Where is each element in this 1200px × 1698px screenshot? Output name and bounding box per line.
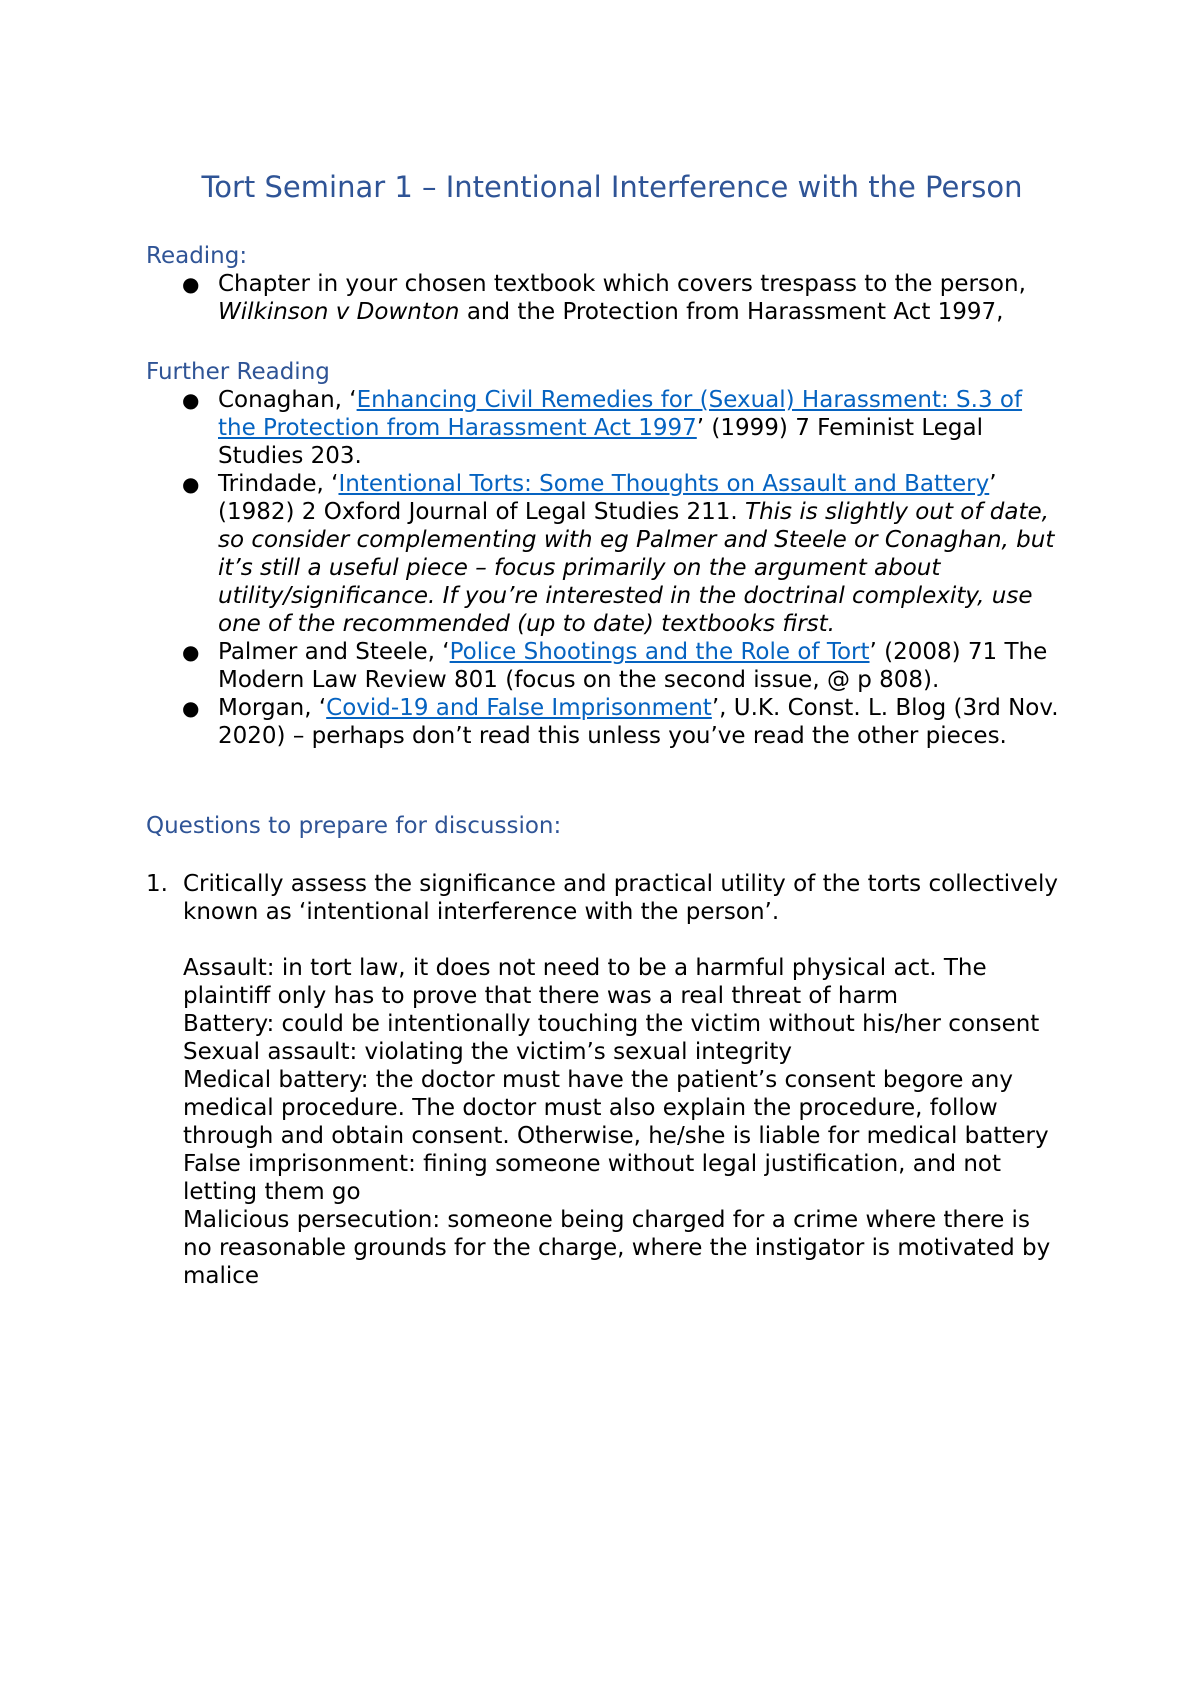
bullet-icon: ● [182,388,200,412]
further-reading-list [146,386,1060,750]
bullet-icon: ● [182,696,200,720]
reading-item-text: and the Protection from Harassment Act 1997, [459,299,1004,325]
case-name: Wilkinson v Downton [218,299,460,325]
question-number: 1. [146,871,168,897]
questions-heading: Questions to prepare for discussion: [146,813,562,839]
answer-note: Sexual assault: violating the victim’s sexual integrity [183,1039,793,1065]
further-reading-heading: Further Reading [146,359,330,385]
reading-item-text: Chapter in your chosen textbook which covers trespass to the person, [218,271,1026,297]
article-link[interactable]: Intentional Torts: Some Thoughts on Assault and Battery [338,471,990,497]
reading-list [146,270,1060,326]
citation-author: Morgan, ‘ [218,695,327,721]
article-link[interactable]: Covid-19 and False Imprisonment [326,695,712,721]
citation-author: Trindade, ‘ [218,471,339,497]
bullet-icon: ● [182,472,200,496]
further-reading-item [182,470,1060,638]
article-link[interactable]: Enhancing Civil Remedies for (Sexual) Harassment: S.3 of the Protection from Harassment Act 1997 [218,387,1023,441]
citation-details: ’ (1999) 7 Feminist Legal Studies 203. [218,415,983,469]
further-reading-item [182,638,1060,694]
bullet-icon: ● [182,640,200,664]
question-item [146,870,1060,1290]
questions-list [146,870,1060,1290]
citation-details: ’ (2008) 71 The Modern Law Review 801 (focus on the second issue, @ p 808). [218,639,1048,693]
answer-note: Medical battery: the doctor must have the patient’s consent begore any medical procedure. The doctor must also explain the procedure, follow through and obtain consent. Otherwise, he/she is liable for medical battery [183,1067,1049,1149]
further-reading-item [182,694,1060,750]
bullet-icon: ● [182,272,200,296]
citation-author: Palmer and Steele, ‘ [218,639,450,665]
page-title: Tort Seminar 1 – Intentional Interference with the Person [201,170,1023,204]
answer-note: False imprisonment: fining someone without legal justification, and not letting them go [183,1151,1002,1205]
answer-note: Battery: could be intentionally touching the victim without his/her consent [183,1011,1040,1037]
answer-note: Assault: in tort law, it does not need to be a harmful physical act. The plaintiff only has to prove that there was a real threat of harm [183,955,987,1009]
reading-item [182,270,1060,326]
citation-details: ’ (1982) 2 Oxford Journal of Legal Studies 211. [218,471,997,525]
citation-note: This is slightly out of date, so consider complementing with eg Palmer and Steele or Conaghan, but it’s still a useful piece – focus primarily on the argument about utility/significance. If you’re interested in the doctrinal complexity, use one of the recommended (up to date) textbooks first. [218,499,1055,637]
article-link[interactable]: Police Shootings and the Role of Tort [449,639,870,665]
citation-author: Conaghan, ‘ [218,387,357,413]
citation-details: ’, U.K. Const. L. Blog (3rd Nov. 2020) – perhaps don’t read this unless you’ve read the other pieces. [218,695,1059,749]
answer-notes [183,954,1060,1290]
further-reading-item [182,386,1060,470]
answer-note: Malicious persecution: someone being charged for a crime where there is no reasonable grounds for the charge, where the instigator is motivated by malice [183,1207,1051,1289]
reading-heading: Reading: [146,243,248,269]
question-text: Critically assess the significance and practical utility of the torts collectively known as ‘intentional interference with the person’. [183,871,1058,925]
